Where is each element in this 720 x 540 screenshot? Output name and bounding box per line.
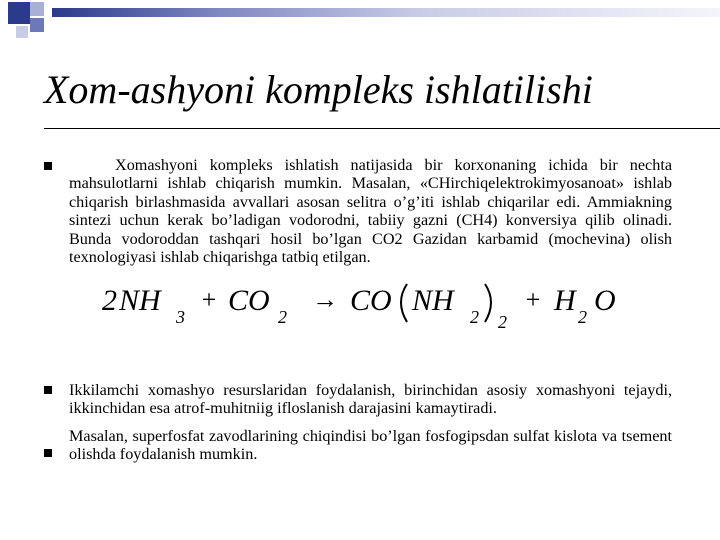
title-divider: [44, 128, 720, 129]
eq-paren-left: [401, 284, 407, 322]
eq-plus-2: +: [524, 285, 542, 314]
corner-square-mid: [30, 18, 44, 32]
bullet-square-3: [44, 449, 52, 457]
eq-sub2d: 2: [578, 307, 587, 327]
corner-square-pale: [16, 26, 28, 38]
bullet-square-2: [44, 386, 52, 394]
eq-co-2: CO: [350, 284, 392, 317]
paragraph-1-text: Xomashyoni kompleks ishlatish natijasida bir korxonaning ichida bir nechta mahsulotlarni ishlab chiqarish mumkin. Masalan, «CHirchiqelektrokimyosanoat» ishlab chiqarish birlashmasida avvallari asosan selitra o’g’iti ishlab chiqarilar edi. Ammiakning sintezi uchun kerak bo’ladigan vodorodni, tabiiy gazni (CH4) konversiya qilib olinadi. Bunda vodoroddan tashqari hosil bo’lgan CO2 Gazidan karbamid (mochevina) olish texnologiyasi ishlab chiqarishga tatbiq etilgan.: [69, 156, 672, 267]
bullet-square-1: [44, 162, 52, 170]
eq-co: CO: [228, 284, 270, 317]
eq-h: H: [554, 284, 576, 317]
eq-nh-2: NH: [412, 284, 454, 317]
header-gradient-bar: [52, 8, 720, 17]
paragraph-2: Ikkilamchi xomashyo resurslaridan foydalanish, birinchidan asosiy xomashyoni tejaydi, ikkinchidan esa atrof-muhitniig ifloslanish darajasini kamaytiradi.: [69, 381, 672, 418]
chemical-equation: [102, 278, 642, 330]
slide-title: Xom-ashyoni kompleks ishlatilishi: [44, 67, 593, 112]
corner-square-dark: [8, 2, 30, 24]
eq-sub2a: 2: [278, 307, 287, 327]
eq-nh: NH: [119, 284, 161, 317]
eq-sub2c: 2: [498, 312, 507, 332]
paragraph-3: Masalan, superfosfat zavodlarining chiqindisi bo’lgan fosfogipsdan sulfat kislota va tsement olishda foydalanish mumkin.: [69, 427, 672, 464]
eq-arrow: →: [312, 285, 338, 314]
eq-paren-right: [485, 284, 491, 322]
eq-o: O: [594, 284, 616, 317]
eq-sub2b: 2: [470, 307, 479, 327]
eq-plus-1: +: [200, 285, 218, 314]
corner-square-light: [30, 2, 44, 16]
paragraph-1: [69, 156, 672, 266]
eq-coef: 2: [102, 284, 117, 317]
eq-sub3: 3: [176, 307, 185, 327]
